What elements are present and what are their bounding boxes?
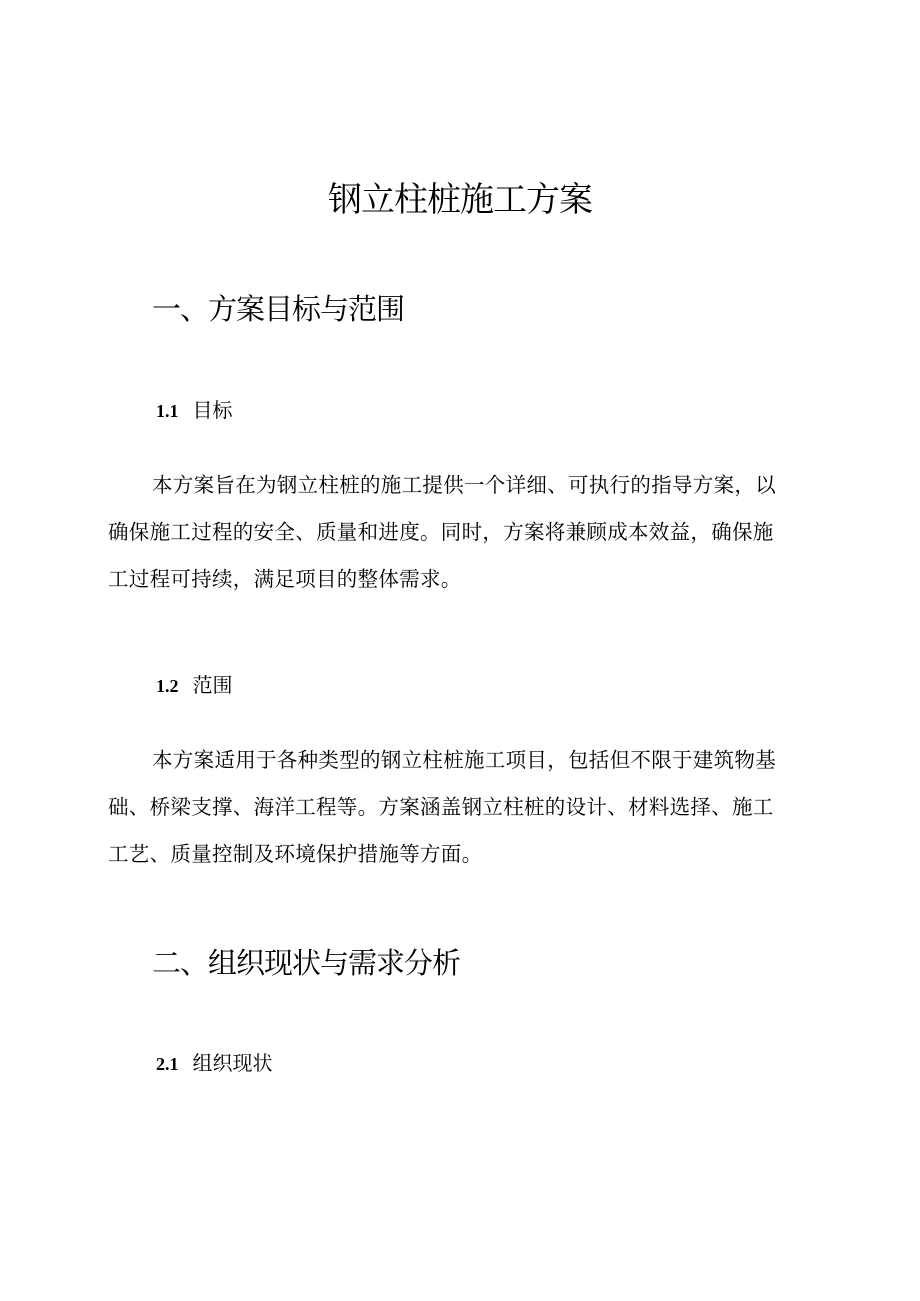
section-heading-2: 二、组织现状与需求分析 (152, 946, 461, 980)
subsection-number: 1.2 (156, 676, 179, 696)
paragraph-line: 确保施工过程的安全、质量和进度。同时，方案将兼顾成本效益，确保施 (108, 520, 774, 544)
paragraph-line: 工过程可持续，满足项目的整体需求。 (108, 567, 462, 591)
paragraph-line: 工艺、质量控制及环境保护措施等方面。 (108, 842, 483, 866)
paragraph-line: 础、桥梁支撑、海洋工程等。方案涵盖钢立柱桩的设计、材料选择、施工 (108, 795, 774, 819)
subsection-title: 范围 (192, 673, 233, 697)
paragraph-line: 本方案旨在为钢立柱桩的施工提供一个详细、可执行的指导方案，以 (152, 473, 776, 497)
subsection-title: 目标 (192, 398, 233, 422)
document-title: 钢立柱桩施工方案 (328, 180, 592, 220)
subsection-number: 2.1 (156, 1054, 179, 1074)
paragraph-scope (108, 737, 808, 878)
section-heading-1: 一、方案目标与范围 (152, 292, 405, 326)
subsection-number: 1.1 (156, 401, 179, 421)
paragraph-line: 本方案适用于各种类型的钢立柱桩施工项目，包括但不限于建筑物基 (152, 748, 776, 772)
subsection-heading-1-2 (156, 671, 233, 700)
paragraph-goal (108, 462, 808, 603)
subsection-title: 组织现状 (192, 1051, 273, 1075)
subsection-heading-1-1 (156, 396, 233, 425)
subsection-heading-2-1 (156, 1049, 273, 1078)
